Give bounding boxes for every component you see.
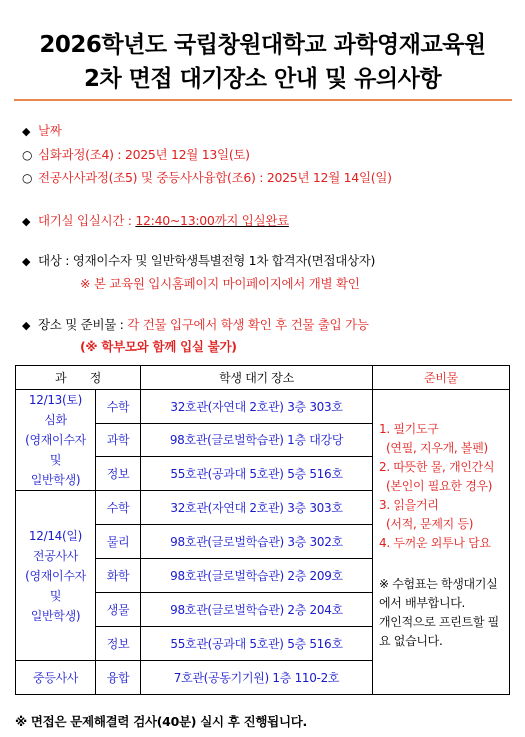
room-cell: 98호관(글로벌학습관) 2층 204호 [141, 593, 373, 627]
entry-time-value: 12:40~13:00까지 입실완료 [135, 213, 289, 228]
course-cell: 중등사사 [16, 661, 96, 695]
footer-note: ※ 면접은 문제해결력 검사(40분) 실시 후 진행됩니다. [15, 714, 307, 729]
room-cell: 98호관(글로벌학습관) 1층 대강당 [141, 423, 373, 457]
subject-cell: 수학 [96, 491, 141, 525]
waiting-room-table [15, 365, 510, 695]
subject-cell: 정보 [96, 457, 141, 491]
room-cell: 55호관(공과대 5호관) 5층 516호 [141, 457, 373, 491]
subject-cell: 물리 [96, 525, 141, 559]
header-prep: 준비물 [373, 366, 510, 390]
diamond-bullet-icon: ◆ [22, 215, 31, 228]
prep-item: (서적, 문제지 등) [379, 517, 474, 531]
room-cell: 7호관(공동기기원) 1층 110-2호 [141, 661, 373, 695]
room-cell: 98호관(글로벌학습관) 3층 302호 [141, 525, 373, 559]
circle-bullet-icon: ○ [22, 171, 33, 185]
prep-item: (연필, 지우개, 볼펜) [379, 441, 488, 455]
diamond-bullet-icon: ◆ [22, 125, 31, 138]
room-cell: 32호관(자연대 2호관) 3층 303호 [141, 390, 373, 424]
prep-item: (본인이 필요한 경우) [379, 479, 493, 493]
prep-item: 3. 읽을거리 [379, 498, 439, 512]
subject-cell: 정보 [96, 627, 141, 661]
room-cell: 98호관(글로벌학습관) 2층 209호 [141, 559, 373, 593]
diamond-bullet-icon: ◆ [22, 255, 31, 268]
subject-cell: 과학 [96, 423, 141, 457]
date-item-1: ○ 심화과정(조4) : 2025년 12월 13일(토) [22, 147, 250, 162]
subject-cell: 생물 [96, 593, 141, 627]
page-title-line1: 2026학년도 국립창원대학교 과학영재교육원 [39, 32, 486, 58]
subject-cell: 화학 [96, 559, 141, 593]
course-cell: 12/13(토) 심화 (영재이수자 및 일반학생) [16, 390, 96, 491]
circle-bullet-icon: ○ [22, 148, 33, 162]
prep-item: 2. 따뜻한 물, 개인간식 [379, 460, 495, 474]
header-course: 과 정 [16, 366, 141, 390]
place-note: (※ 학부모와 함께 입실 불가) [80, 339, 237, 354]
place-line: ◆ 장소 및 준비물 : 각 건물 입구에서 학생 확인 후 건물 출입 가능 [22, 317, 369, 332]
prep-item: 4. 두꺼운 외투나 담요 [379, 536, 491, 550]
target-line: ◆ 대상 : 영재이수자 및 일반학생특별전형 1차 합격자(면접대상자) [22, 253, 376, 268]
diamond-bullet-icon: ◆ [22, 319, 31, 332]
date-item-2: ○ 전공사사과정(조5) 및 중등사사융합(조6) : 2025년 12월 14일(일) [22, 170, 392, 185]
prep-item: 1. 필기도구 [379, 422, 439, 436]
page-title-line2: 2차 면접 대기장소 안내 및 유의사항 [83, 66, 442, 92]
title-divider [14, 99, 512, 101]
entry-time: ◆ 대기실 입실시간 : 12:40~13:00까지 입실완료 [22, 213, 289, 228]
prep-cell [373, 390, 510, 695]
table-row [16, 390, 510, 424]
header-room: 학생 대기 장소 [141, 366, 373, 390]
course-cell: 12/14(일) 전공사사 (영재이수자 및 일반학생) [16, 491, 96, 661]
room-cell: 32호관(자연대 2호관) 3층 303호 [141, 491, 373, 525]
target-note: ※ 본 교육원 입시홈페이지 마이페이지에서 개별 확인 [80, 276, 360, 291]
subject-cell: 수학 [96, 390, 141, 424]
subject-cell: 융합 [96, 661, 141, 695]
prep-note: ※ 수험표는 학생대기실에서 배부합니다. 개인적으로 프린트할 필요 없습니다. [379, 577, 499, 648]
date-heading: ◆ 날짜 [22, 123, 62, 138]
room-cell: 55호관(공과대 5호관) 5층 516호 [141, 627, 373, 661]
